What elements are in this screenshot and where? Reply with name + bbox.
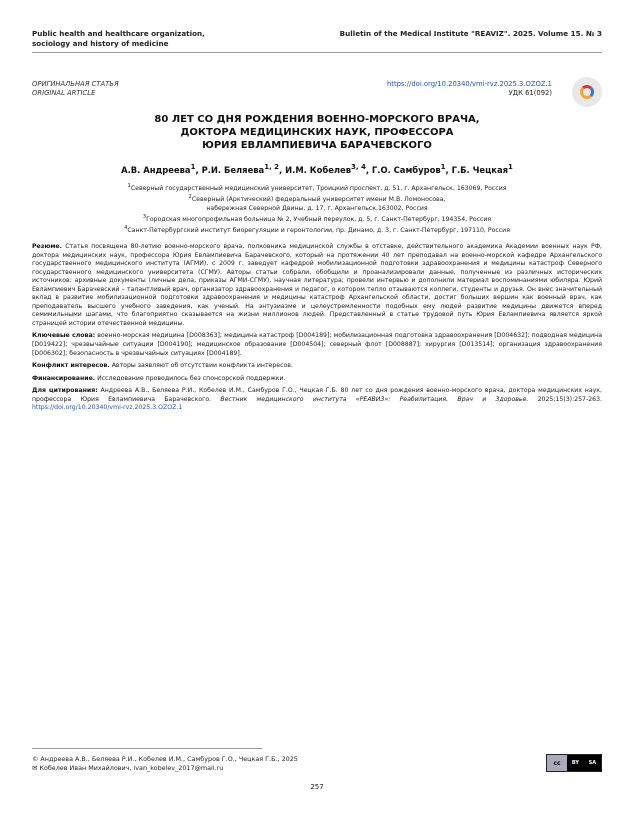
abstract-block [32, 243, 602, 417]
affiliation-line [32, 193, 602, 204]
header-section-title [32, 29, 205, 48]
author-affiliation-marker: 1 [508, 163, 513, 171]
author-name: А.В. Андреева [121, 164, 191, 175]
affiliation-text: Северный государственный медицинский университет, Троицкий проспект, д. 51, г. Архангельск, 163069, Россия [130, 185, 507, 193]
footer-divider [32, 748, 262, 749]
header-left-line-1: Public health and healthcare organization, [32, 29, 205, 38]
abstract-paragraph [32, 243, 602, 328]
affiliation-line [32, 182, 602, 193]
article-type-ru: ОРИГИНАЛЬНАЯ СТАТЬЯ [32, 80, 119, 88]
affiliation-text: Санкт-Петербургский институт биорегуляции и геронтологии, пр. Динамо, д. 3, г. Санкт-Петербург, 197110, Россия [127, 227, 510, 235]
cc-license-badge[interactable] [546, 754, 602, 772]
affiliation-marker: 2 [188, 194, 192, 201]
conflict-paragraph [32, 362, 602, 371]
udk-code: УДК 61(092) [508, 89, 552, 97]
funding-text: Исследование проводилось без спонсорской поддержки. [97, 374, 286, 382]
author-affiliation-marker: 1 [440, 163, 446, 171]
author-affiliation-marker: 1, 2 [264, 163, 280, 171]
funding-paragraph [32, 375, 602, 384]
affiliation-marker: 1 [127, 183, 131, 189]
abstract-label: Резюме. [32, 243, 62, 250]
cc-by-icon: BY [571, 760, 579, 766]
cc-terms [567, 755, 601, 771]
affiliation-text: Городская многопрофильная больница № 2, Учебный переулок, д. 5, г. Санкт-Петербург, 194354, Россия [146, 216, 492, 224]
title-line-2: ДОКТОРА МЕДИЦИНСКИХ НАУК, ПРОФЕССОРА [180, 126, 454, 138]
check-for-updates-badge[interactable] [572, 77, 602, 107]
running-header [32, 29, 602, 51]
mail-icon: ✉ [32, 764, 38, 772]
header-left-line-2: sociology and history of medicine [32, 38, 169, 48]
affiliations [32, 182, 602, 236]
copyright-line: © Андреева А.В., Беляева Р.И., Кобелев И.М., Самбуров Г.О., Чецкая Г.Б., 2025 [32, 755, 298, 763]
contact-text[interactable]: Кобелев Иван Михайлович, ivan_kobelev_2017@mail.ru [39, 764, 224, 772]
author-affiliation-marker: 1 [190, 163, 196, 171]
article-type-en: ORIGINAL ARTICLE [32, 89, 96, 97]
author-name: Г.Б. Чецкая [451, 164, 509, 175]
citation-paragraph [32, 387, 602, 413]
author-name: Р.И. Беляева [201, 164, 265, 175]
article-title [60, 114, 574, 152]
conflict-text: Авторы заявляют об отсутствии конфликта интересов. [111, 362, 293, 370]
author-affiliation-marker: 3, 4 [351, 163, 366, 171]
affiliation-marker: 4 [124, 225, 128, 232]
affiliation-marker: 3 [142, 214, 147, 221]
doi-link[interactable]: https://doi.org/10.20340/vmi-rvz.2025.3.OZOZ.1 [386, 80, 552, 88]
author-list: А.В. Андреева$^1$, Р.И. Беляева$^{1, 2}$, И.М. Кобелев$^{3, 4}$, Г.О. Самбуров$^1$, Г.Б. Чецкая$^1$ [121, 163, 513, 175]
check-for-updates-icon [580, 85, 594, 99]
conflict-label: Конфликт интересов. [32, 362, 110, 370]
author-name: Г.О. Самбуров [371, 164, 441, 175]
keywords-paragraph [32, 332, 602, 358]
title-line-1: 80 ЛЕТ СО ДНЯ РОЖДЕНИЯ ВОЕННО-МОРСКОГО ВРАЧА, [154, 114, 480, 125]
citation-journal: Вестник медицинского института «РЕАВИЗ»: Реабилитация, Врач и Здоровье. [220, 395, 529, 403]
author-name: И.М. Кобелев [285, 164, 351, 175]
citation-label: Для цитирования: [32, 387, 98, 395]
cc-icon: cc [547, 755, 567, 771]
keywords-text: военно-морская медицина [D008363]; медицина катастроф [D004189]; мобилизационная подготовка здравоохранения [D004632]; подводная медицина [D019422]; чрезвычайные ситуации [D004190]; медицинское образование [D004504]; северный флот [D008887]; хирургия [D013514]; организация здравоохранения [D006302]; безопасность в чрезвычайных ситуациях [D004189]. [32, 332, 602, 357]
affiliation-line [32, 224, 602, 235]
article-type [32, 80, 119, 98]
title-line-3: ЮРИЯ ЕВЛАМПИЕВИЧА БАРАЧЕВСКОГО [202, 139, 432, 151]
affiliation-line: набережная Северной Двины, д. 17, г. Архангельск,163002, Россия [206, 204, 428, 212]
abstract-text: Статья посвящена 80-летию военно-морского врача, полковника медицинской службы в отставке, действительного академика Академии военных наук РФ, доктора медицинских наук, профессора Юрия Евлампиевича Барачевского, который на протяжении 40 лет преподавал на военно-морской кафедре Архангельского государственного медицинского института (АГМИ), с 2009 г. заведует кафедрой мобилизационной подготовки здравоохранения и медицины катастроф Северного государственного медицинского университета (СГМУ). Авторы статьи собрали, обобщили и проанализировали данные, полученные из различных исторических источников: архивные документы (личные дела, приказы АГМИ-СГМУ), научная литература; провели интервью и дополнили материал воспоминаниями юбиляра. Юрий Евлампиевич Барачевский – талантливый врач, организатор здравоохранения и педагог, о котором тепло отзываются коллеги, студенты и друзья. Он внес значительный вклад в развитие мобилизационной подготовки здравоохранения и медицины катастроф Архангельской области, достиг больших вершин как военный врач, как преподаватель высшего учебного заведения, как ученый. На энтузиазме и целеустремленности подобных ему людей развитие медицины движется вперед семимильными шагами, что благоприятно сказывается на жизни миллионов людей. Представленный в статье трудовой путь Юрия Евлампиевича является яркой страницей истории отечественной медицины. [32, 243, 602, 327]
citation-doi-link[interactable]: https://doi.org/10.20340/vmi-rvz.2025.3.OZOZ.1 [32, 404, 183, 412]
citation-text: Андреева А.В., Беляева Р.И., Кобелев И.М., Самбуров Г.О., Чецкая Г.Б. 80 лет со дня рождения военно-морского врача, доктора медицинских наук, профессора Юрия Евлампиевича Барачевского. [32, 387, 603, 403]
page-number: 257 [310, 783, 324, 791]
affiliation-line [32, 213, 602, 224]
footer-notes [32, 755, 298, 773]
funding-label: Финансирование. [32, 374, 96, 382]
contact-line [32, 764, 298, 773]
article-identifiers [387, 80, 552, 98]
cc-sa-icon: SA [588, 760, 597, 766]
citation-volume: 2025;15(3):257-263. [537, 395, 602, 403]
header-divider [32, 52, 602, 53]
keywords-label: Ключевые слова: [32, 332, 96, 340]
article-meta [32, 80, 602, 104]
affiliation-text: Северный (Арктический) федеральный университет имени М.В. Ломоносова, [191, 196, 446, 204]
header-journal-title: Bulletin of the Medical Institute "REAVIZ". 2025. Volume 15. № 3 [339, 29, 602, 38]
